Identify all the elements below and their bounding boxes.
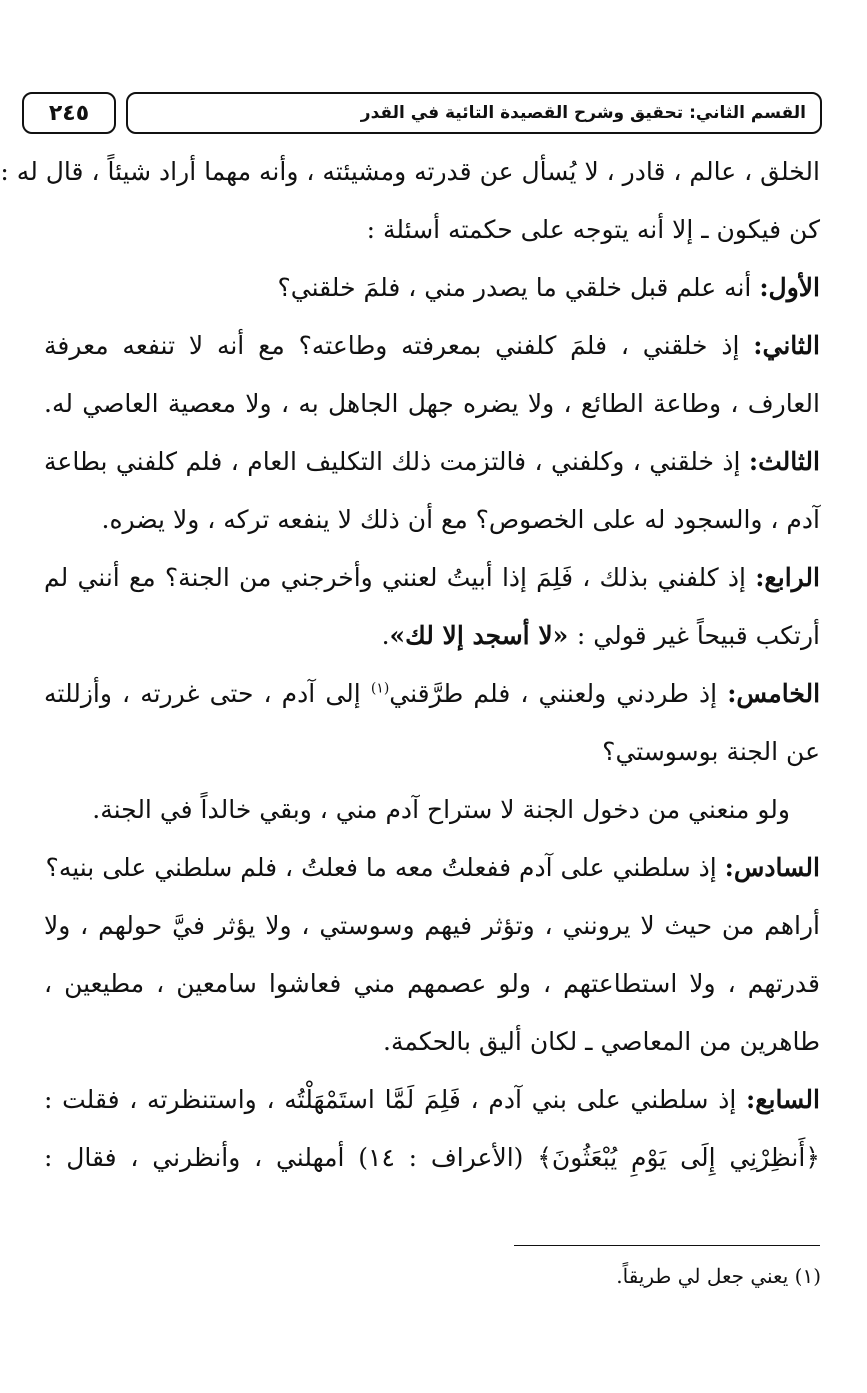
question-6: السادس: إذ سلطني على آدم ففعلتُ معه ما فعلتُ ، فلم سلطني على بنيه؟ <box>45 853 820 882</box>
text-line: قدرتهم ، ولا استطاعتهم ، ولو عصمهم مني فعاشوا سامعين ، مطيعين ، <box>44 969 820 998</box>
question-2: الثاني: إذ خلقني ، فلمَ كلفني بمعرفته وطاعته؟ مع أنه لا تنفعه معرفة <box>44 331 820 360</box>
text-line: آدم ، والسجود له على الخصوص؟ مع أن ذلك لا ينفعه تركه ، ولا يضره. <box>101 505 820 534</box>
footnote-divider <box>514 1245 820 1246</box>
footnote-marker: (١) <box>370 680 390 697</box>
running-title: القسم الثاني: تحقيق وشرح القصيدة التائية في القدر <box>126 92 822 134</box>
text-line: العارف ، وطاعة الطائع ، ولا يضره جهل الجاهل به ، ولا معصية العاصي له. <box>44 389 820 418</box>
question-label: الأول: <box>759 273 820 302</box>
question-label: السابع: <box>746 1085 820 1114</box>
question-3: الثالث: إذ خلقني ، وكلفني ، فالتزمت ذلك التكليف العام ، فلم كلفني بطاعة <box>44 447 820 476</box>
text-line: أراهم من حيث لا يرونني ، وتؤثر فيهم وسوستي ، ولا يؤثر فيَّ حولهم ، ولا <box>44 911 820 940</box>
question-5: الخامس: إذ طردني ولعنني ، فلم طرَّقني$^{(١)}$ إلى آدم ، حتى غررته ، وأزللته <box>44 679 821 708</box>
page-number: ٢٤٥ <box>22 92 116 134</box>
quoted-phrase: «لا أسجد إلا لك» <box>389 621 577 650</box>
question-label: الثالث: <box>748 447 820 476</box>
quran-verse-line: ﴿أَنظِرْنِي إِلَى يَوْمِ يُبْعَثُونَ﴾ (الأعراف : ١٤) أمهلني ، وأنظرني ، فقال : <box>44 1143 820 1172</box>
footnote: (١) يعني جعل لي طريقاً. <box>616 1264 821 1288</box>
page-header <box>22 92 822 138</box>
question-label: الثاني: <box>753 331 820 360</box>
text-line: ولو منعني من دخول الجنة لا ستراح آدم مني ، وبقي خالداً في الجنة. <box>92 795 790 824</box>
question-label: السادس: <box>724 853 820 882</box>
question-7: السابع: إذ سلطني على بني آدم ، فَلِمَ لَمَّا استَمْهَلْتُه ، واستنظرته ، فقلت : <box>44 1085 820 1114</box>
text-line: طاهرين من المعاصي ـ لكان أليق بالحكمة. <box>383 1027 820 1056</box>
question-1: الأول: أنه علم قبل خلقي ما يصدر مني ، فلمَ خلقني؟ <box>277 273 820 302</box>
question-4: الرابع: إذ كلفني بذلك ، فَلِمَ إذا أبيتُ لعنني وأخرجني من الجنة؟ مع أنني لم <box>44 563 820 592</box>
question-label: الرابع: <box>755 563 820 592</box>
text-line: الخلق ، عالم ، قادر ، لا يُسأل عن قدرته ومشيئته ، وأنه مهما أراد شيئاً ، قال له : <box>0 157 820 186</box>
text-line: كن فيكون ـ إلا أنه يتوجه على حكمته أسئلة : <box>366 215 820 244</box>
question-label: الخامس: <box>727 679 821 708</box>
text-line: أرتكب قبيحاً غير قولي : «لا أسجد إلا لك». <box>381 621 820 650</box>
main-text <box>0 146 821 1190</box>
text-line: عن الجنة بوسوستي؟ <box>602 737 820 766</box>
